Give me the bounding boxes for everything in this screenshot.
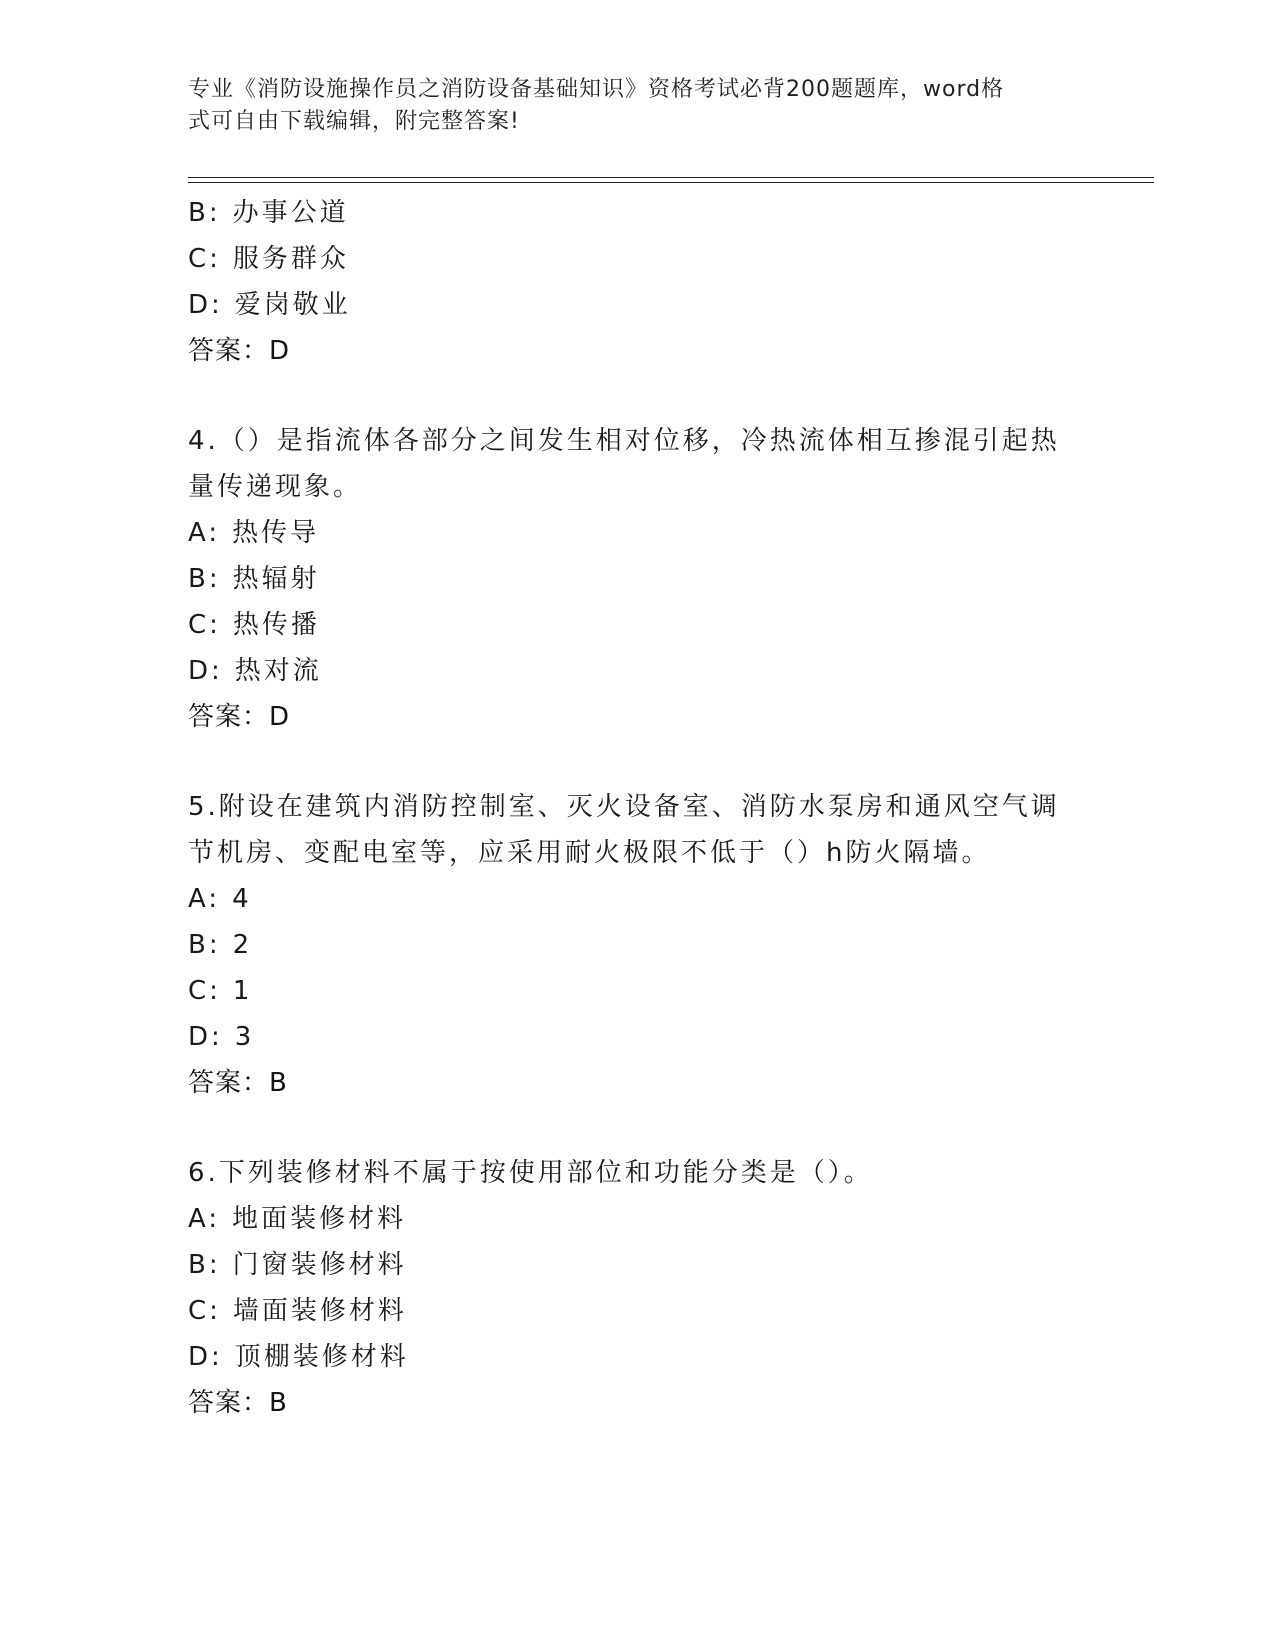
option-text: 服务群众 — [232, 244, 349, 274]
answer-line: 答案：D — [188, 336, 291, 366]
option-d — [188, 1334, 1088, 1380]
option-text: 1 — [232, 976, 253, 1006]
option-key: A: — [188, 1204, 221, 1234]
question-stem-line1: 6.下列装修材料不属于按使用部位和功能分类是（）。 — [188, 1158, 873, 1188]
page-header — [188, 74, 1068, 138]
option-key: D: — [188, 1022, 223, 1052]
question-6 — [188, 1150, 1088, 1426]
option-key: D: — [188, 290, 223, 320]
option-text: 热辐射 — [232, 564, 320, 594]
option-key: D: — [188, 656, 223, 686]
option-text: 顶棚装修材料 — [234, 1342, 409, 1372]
option-text: 地面装修材料 — [232, 1204, 407, 1234]
question-stem-line1: 5.附设在建筑内消防控制室、灭火设备室、消防水泵房和通风空气调 — [188, 792, 1060, 822]
option-text: 办事公道 — [232, 198, 349, 228]
question-4 — [188, 418, 1088, 740]
question-list — [188, 190, 1088, 1426]
option-text: 2 — [232, 930, 253, 960]
option-key: D: — [188, 1342, 223, 1372]
option-a — [188, 1196, 1088, 1242]
option-key: B: — [188, 198, 221, 228]
option-key: C: — [188, 976, 221, 1006]
option-text: 热传播 — [232, 610, 320, 640]
question-stem-line1: 4.（）是指流体各部分之间发生相对位移，冷热流体相互掺混引起热 — [188, 426, 1060, 456]
answer-line: 答案：D — [188, 702, 291, 732]
option-key: B: — [188, 930, 221, 960]
option-text: 门窗装修材料 — [232, 1250, 407, 1280]
question-stem-line2: 量传递现象。 — [188, 472, 363, 502]
option-key: B: — [188, 1250, 221, 1280]
option-text: 热对流 — [234, 656, 322, 686]
option-text: 4 — [232, 884, 252, 914]
option-d — [188, 1014, 1088, 1060]
option-b — [188, 556, 1088, 602]
answer-line: 答案：B — [188, 1388, 288, 1418]
option-key: B: — [188, 564, 221, 594]
option-key: C: — [188, 610, 221, 640]
option-text: 热传导 — [232, 518, 320, 548]
option-a — [188, 510, 1088, 556]
option-text: 3 — [234, 1022, 255, 1052]
option-key: C: — [188, 1296, 221, 1326]
header-text-line1: 专业《消防设施操作员之消防设备基础知识》资格考试必背200题题库，word格 — [188, 77, 1005, 102]
option-c — [188, 1288, 1088, 1334]
option-key: C: — [188, 244, 221, 274]
option-b — [188, 190, 1088, 236]
option-c — [188, 236, 1088, 282]
option-text: 爱岗敬业 — [234, 290, 351, 320]
question-stem-line2: 节机房、变配电室等，应采用耐火极限不低于（）h防火隔墙。 — [188, 838, 991, 868]
option-text: 墙面装修材料 — [232, 1296, 407, 1326]
header-text-line2: 式可自由下载编辑，附完整答案! — [188, 109, 520, 134]
answer-line: 答案：B — [188, 1068, 288, 1098]
option-c — [188, 602, 1088, 648]
question-3-partial — [188, 190, 1088, 374]
header-divider-top — [188, 177, 1154, 178]
option-d — [188, 648, 1088, 694]
option-b — [188, 1242, 1088, 1288]
option-key: A: — [188, 518, 221, 548]
header-divider-bottom — [188, 182, 1154, 183]
option-d — [188, 282, 1088, 328]
option-c — [188, 968, 1088, 1014]
option-key: A: — [188, 884, 221, 914]
option-a — [188, 876, 1088, 922]
question-5 — [188, 784, 1088, 1106]
option-b — [188, 922, 1088, 968]
